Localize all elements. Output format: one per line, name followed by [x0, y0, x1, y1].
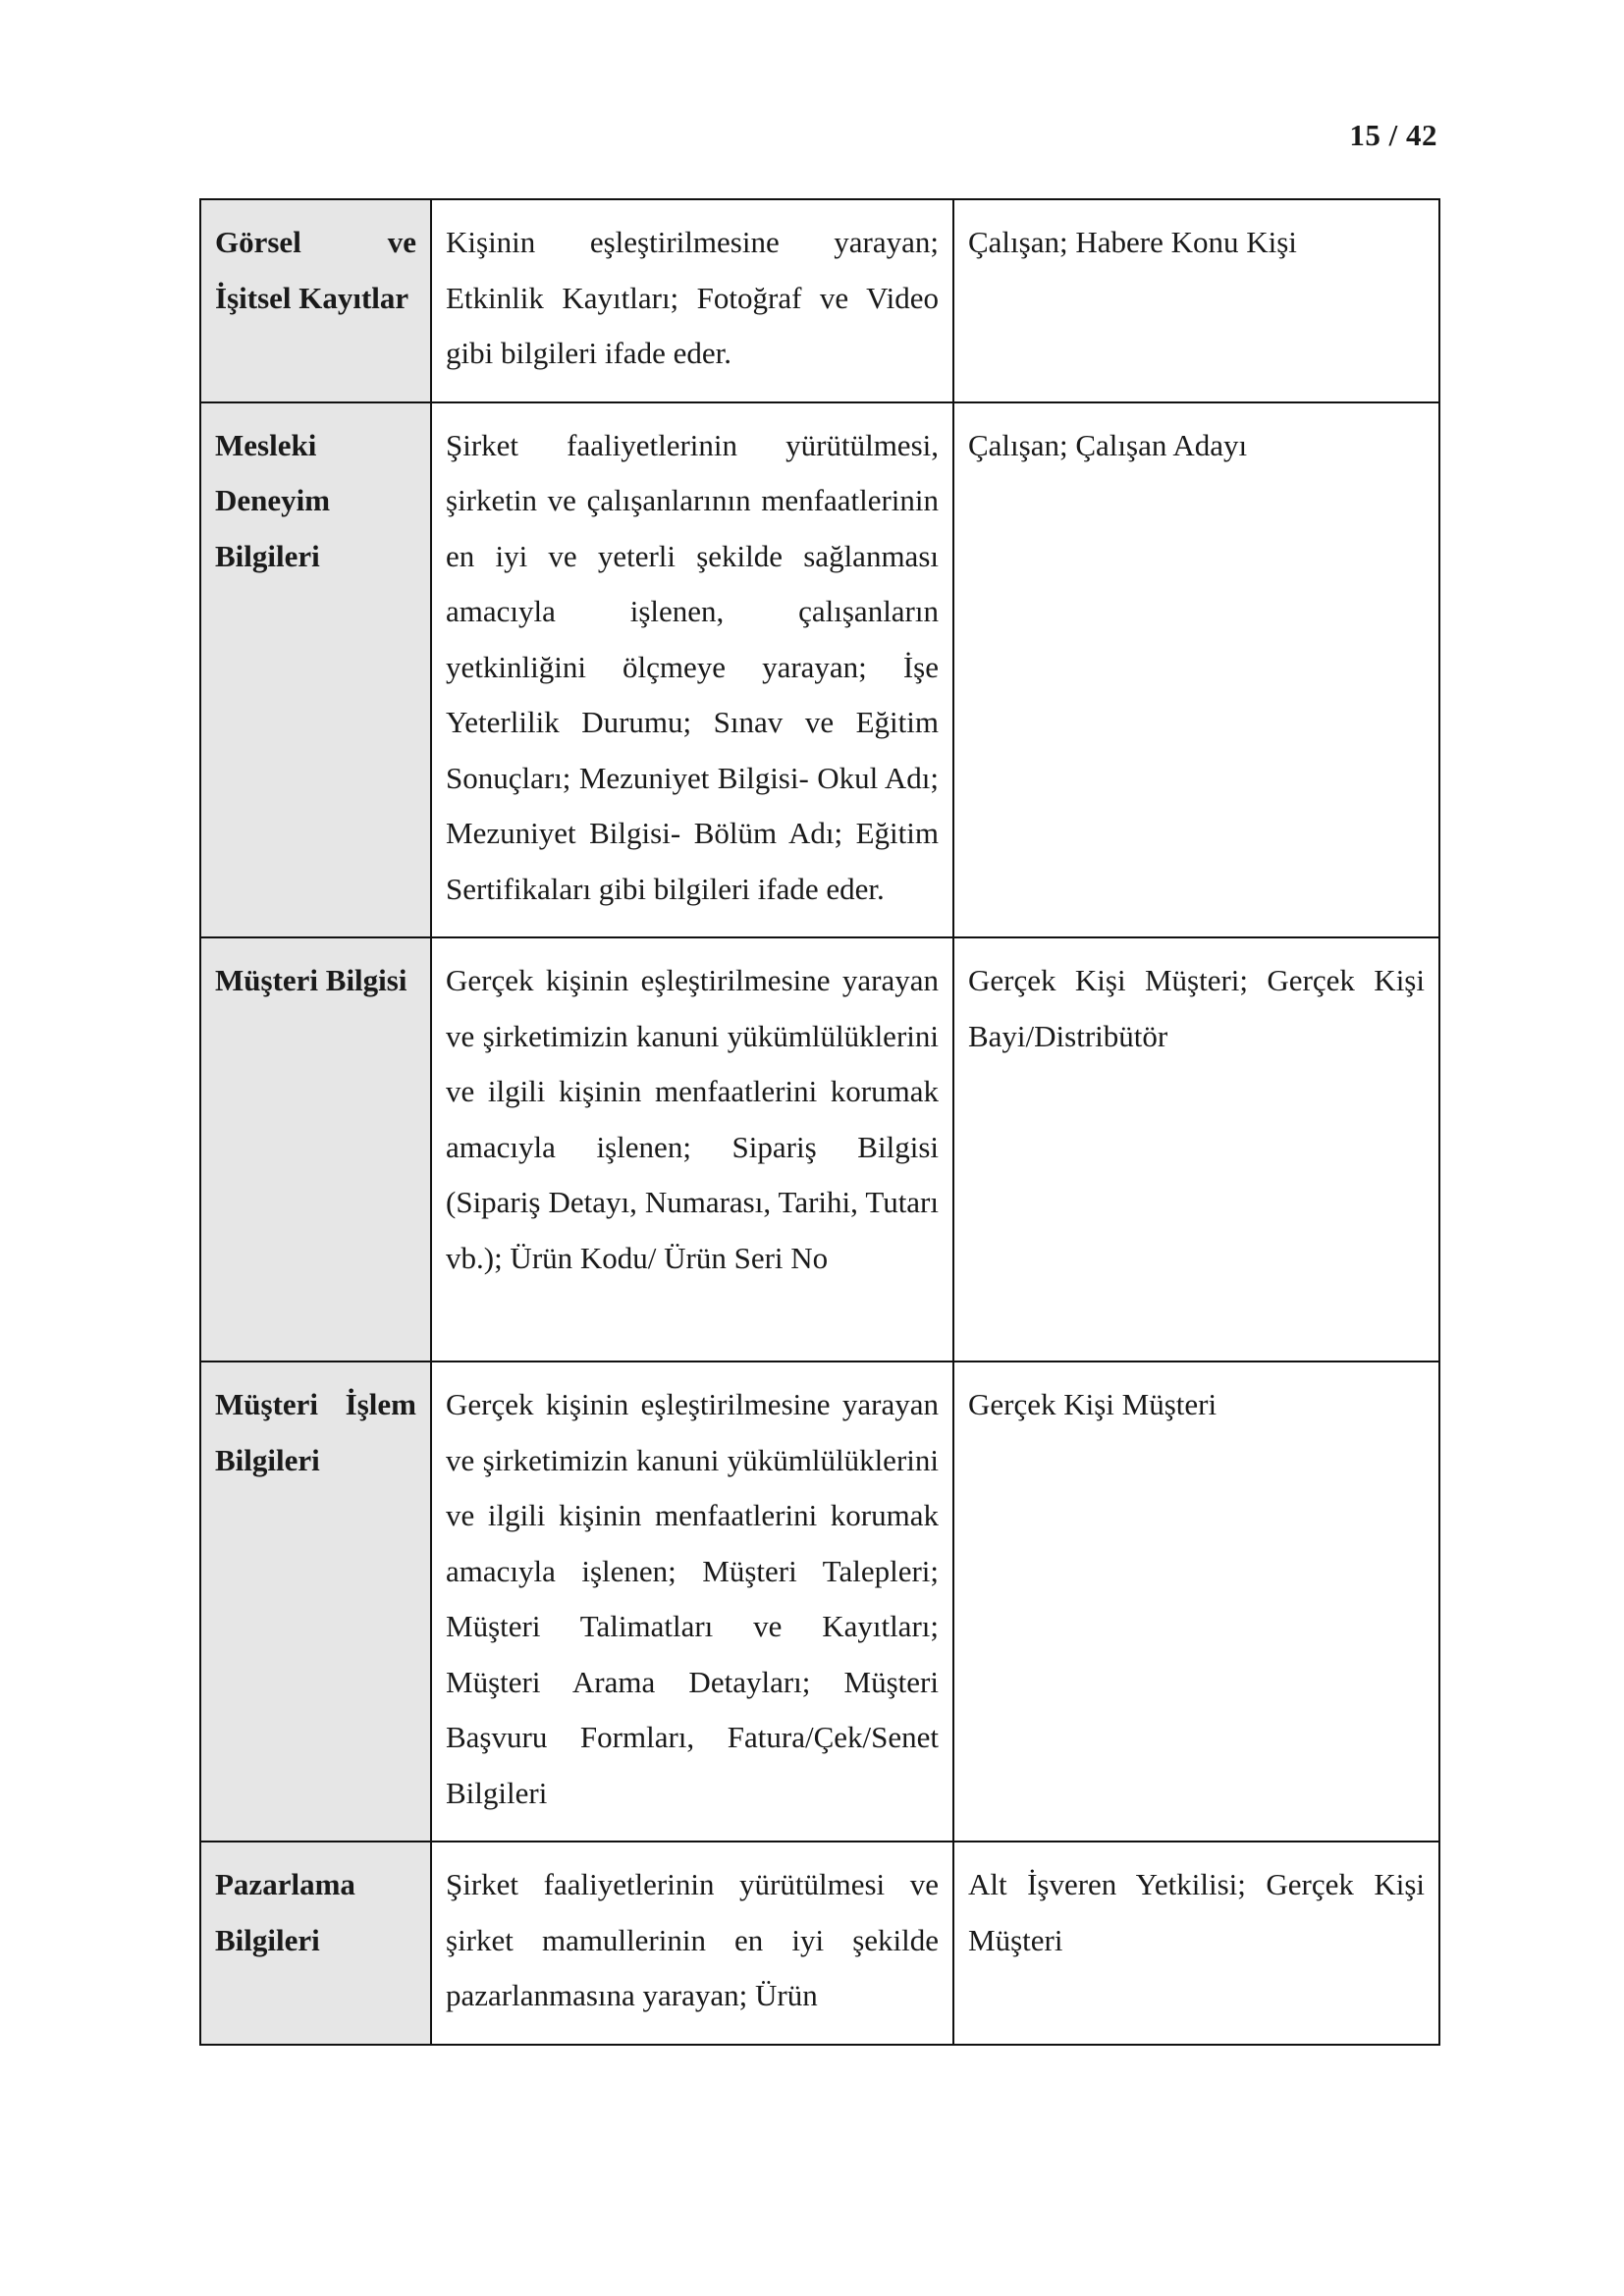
page-number: 15 / 42	[1349, 118, 1437, 152]
data-subject-text: Çalışan; Habere Konu Kişi	[968, 225, 1297, 259]
description-text: Gerçek kişinin eşleştirilmesine yarayan ve şirketimizin kanuni yükümlülüklerini ve ilgili kişinin menfaatlerini korumak amacıyla işlenen; Müşteri Talepleri; Müşteri Talimatları ve Kayıtları; Müşteri Arama Detayları; Müşteri Başvuru Formları, Fatura/Çek/Senet Bilgileri	[446, 1387, 939, 1810]
description-cell	[431, 402, 953, 938]
table-row	[200, 1842, 1439, 2045]
personal-data-category-table	[199, 198, 1440, 2046]
data-subject-cell	[953, 937, 1439, 1362]
description-text: Gerçek kişinin eşleştirilmesine yarayan ve şirketimizin kanuni yükümlülüklerini ve ilgili kişinin menfaatlerini korumak amacıyla işlenen; Sipariş Bilgisi (Sipariş Detayı, Numarası, Tarihi, Tutarı vb.); Ürün Kodu/ Ürün Seri No	[446, 963, 939, 1275]
category-cell	[200, 1362, 431, 1842]
description-text: Şirket faaliyetlerinin yürütülmesi, şirketin ve çalışanlarının menfaatlerinin en iyi ve yeterli şekilde sağlanması amacıyla işlenen, çalışanların yetkinliğini ölçmeye yarayan; İşe Yeterlilik Durumu; Sınav ve Eğitim Sonuçları; Mezuniyet Bilgisi- Okul Adı; Mezuniyet Bilgisi- Bölüm Adı; Eğitim Sertifikaları gibi bilgileri ifade eder.	[446, 427, 939, 906]
category-cell	[200, 199, 431, 402]
data-subject-cell	[953, 199, 1439, 402]
description-cell	[431, 1362, 953, 1842]
data-subject-text: Alt İşveren Yetkilisi; Gerçek Kişi Müşteri	[968, 1867, 1425, 1957]
category-label: Mesleki Deneyim Bilgileri	[215, 427, 331, 573]
data-subject-cell	[953, 1362, 1439, 1842]
category-label: Müşteri Bilgisi	[215, 963, 407, 997]
description-cell	[431, 1842, 953, 2045]
category-cell	[200, 402, 431, 938]
data-subject-cell	[953, 1842, 1439, 2045]
category-cell	[200, 937, 431, 1362]
category-label: Pazarlama Bilgileri	[215, 1867, 355, 1957]
category-cell	[200, 1842, 431, 2045]
category-label: Görsel ve İşitsel Kayıtlar	[215, 225, 416, 315]
description-text: Kişinin eşleştirilmesine yarayan; Etkinlik Kayıtları; Fotoğraf ve Video gibi bilgileri ifade eder.	[446, 225, 939, 370]
description-cell	[431, 199, 953, 402]
category-label: Müşteri İşlem Bilgileri	[215, 1387, 416, 1477]
table-row	[200, 1362, 1439, 1842]
data-subject-text: Gerçek Kişi Müşteri	[968, 1387, 1218, 1421]
description-text: Şirket faaliyetlerinin yürütülmesi ve şirket mamullerinin en iyi şekilde pazarlanmasına yarayan; Ürün	[446, 1867, 939, 2012]
data-subject-cell	[953, 402, 1439, 938]
data-subject-text: Gerçek Kişi Müşteri; Gerçek Kişi Bayi/Distribütör	[968, 963, 1425, 1053]
table-row	[200, 937, 1439, 1362]
table-row	[200, 402, 1439, 938]
data-subject-text: Çalışan; Çalışan Adayı	[968, 427, 1248, 462]
description-cell	[431, 937, 953, 1362]
table-row	[200, 199, 1439, 402]
